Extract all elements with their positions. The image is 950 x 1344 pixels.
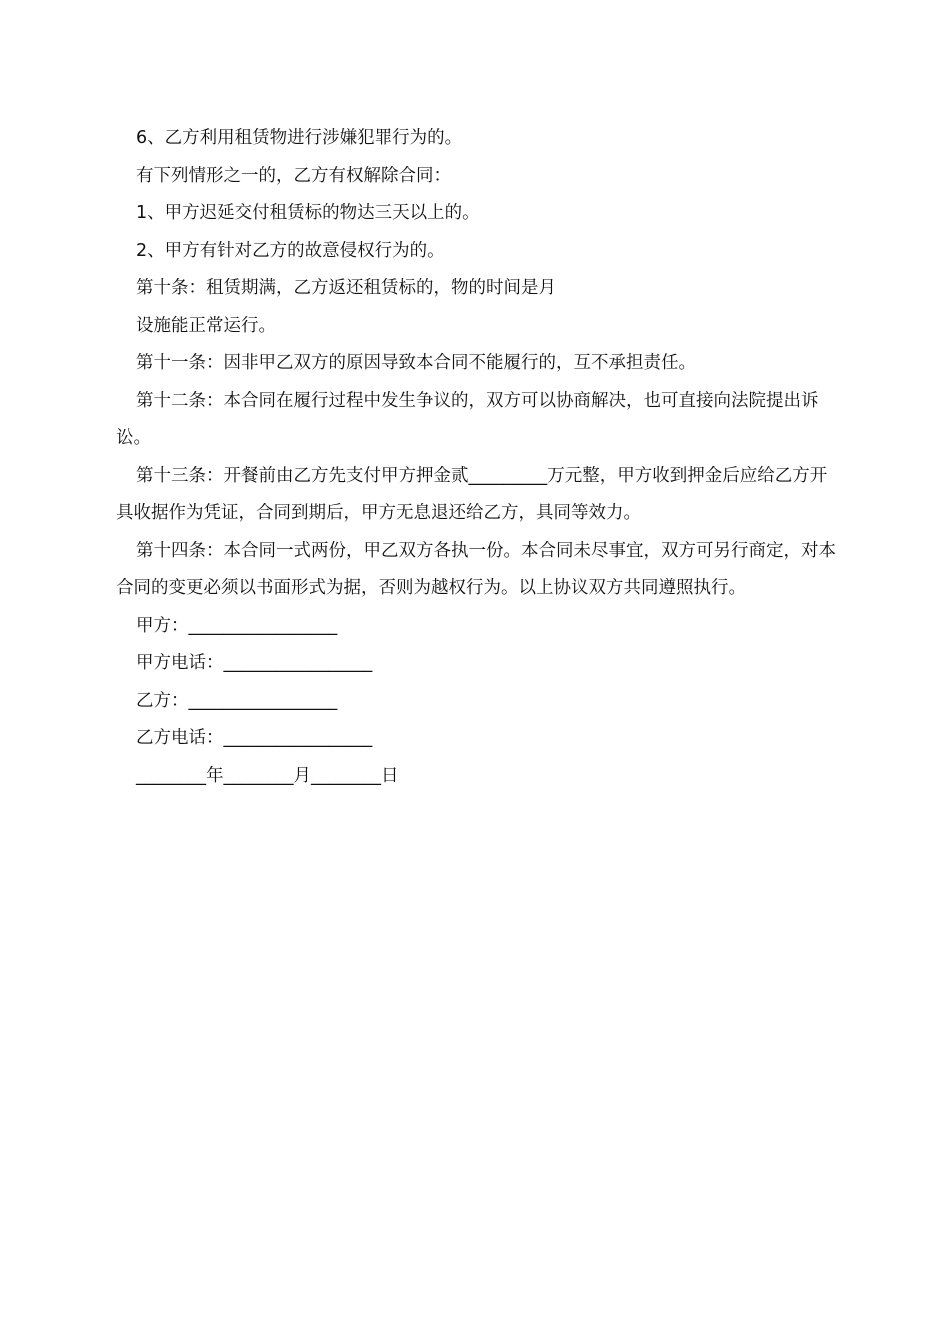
clause-6-paragraph: 6、乙方利用租赁物进行涉嫌犯罪行为的。 bbox=[136, 128, 463, 148]
party-a-phone-line: 甲方电话：_________________ bbox=[136, 653, 373, 673]
party-b-signature-line: 乙方：_________________ bbox=[136, 690, 338, 711]
article-13-paragraph: 第十三条：开餐前由乙方先支付甲方押金贰_________万元整，甲方收到押金后应给乙方开具收据作为凭证，合同到期后，甲方无息退还给乙方，具同等效力。 bbox=[116, 465, 828, 523]
party-b-phone-line: 乙方电话：_________________ bbox=[136, 728, 373, 748]
termination-item-2: 2、甲方有针对乙方的故意侵权行为的。 bbox=[136, 240, 445, 261]
article-10-paragraph: 第十条：租赁期满，乙方返还租赁标的，物的时间是月 bbox=[136, 278, 556, 298]
document-body bbox=[116, 120, 838, 795]
article-11-paragraph: 第十一条：因非甲乙双方的原因导致本合同不能履行的，互不承担责任。 bbox=[136, 353, 696, 373]
termination-item-1: 1、甲方迟延交付租赁标的物达三天以上的。 bbox=[136, 203, 480, 223]
article-14-paragraph: 第十四条：本合同一式两份，甲乙双方各执一份。本合同未尽事宜，双方可另行商定，对本合同的变更必须以书面形式为据，否则为越权行为。以上协议双方共同遵照执行。 bbox=[116, 540, 836, 598]
party-a-signature-line: 甲方：_________________ bbox=[136, 615, 338, 636]
date-line: ________年________月________日 bbox=[136, 765, 399, 786]
facilities-paragraph: 设施能正常运行。 bbox=[136, 315, 276, 336]
article-12-paragraph: 第十二条：本合同在履行过程中发生争议的，双方可以协商解决，也可直接向法院提出诉讼。 bbox=[116, 390, 819, 448]
termination-conditions-paragraph: 有下列情形之一的，乙方有权解除合同： bbox=[136, 165, 451, 186]
